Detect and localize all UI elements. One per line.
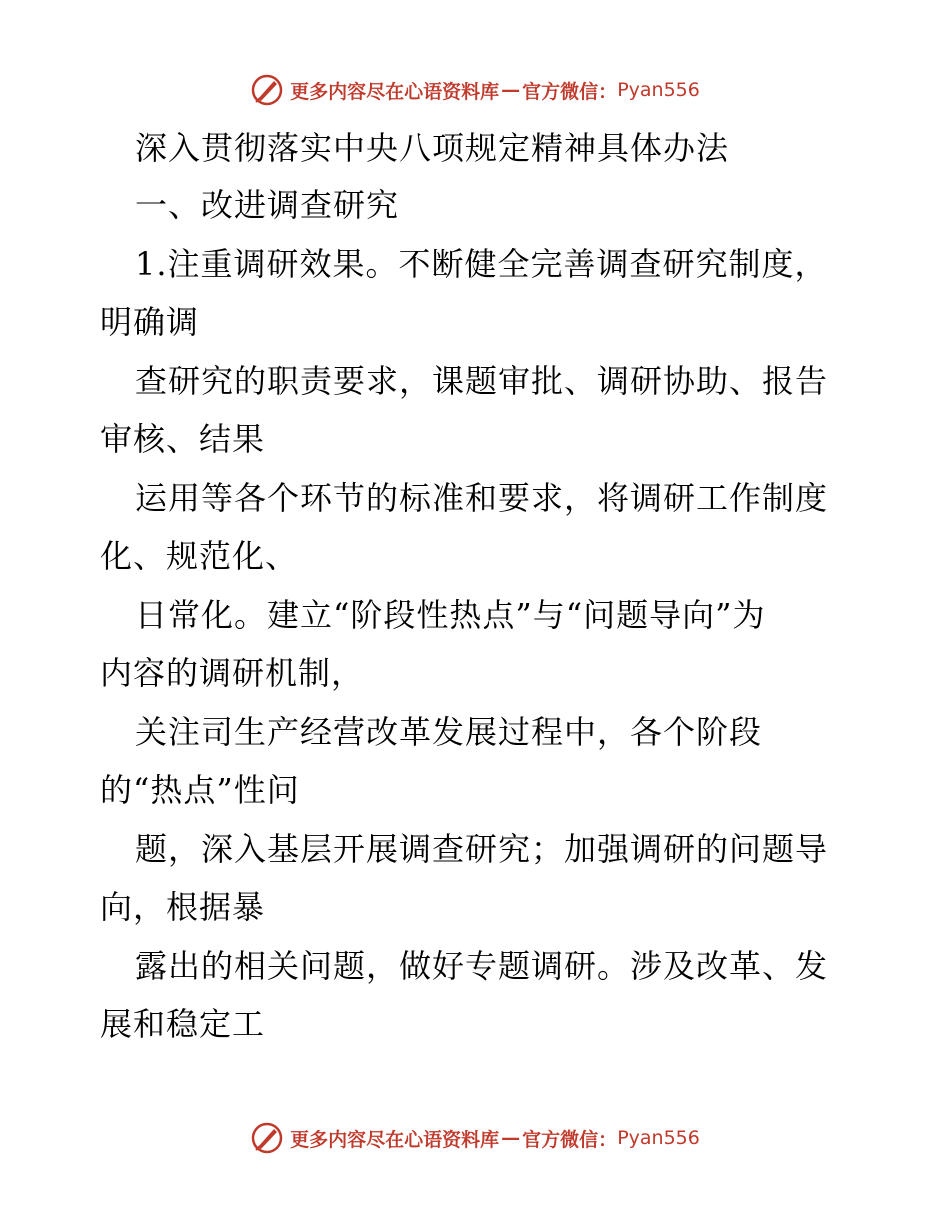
paragraph-line: 关注司生产经营改革发展过程中，各个阶段 bbox=[135, 713, 763, 751]
banner-official-label: 官方微信： bbox=[522, 80, 618, 103]
paragraph-line: 化、规范化、 bbox=[100, 537, 299, 575]
banner-brand-text: 更多内容尽在心语资料库 bbox=[290, 80, 500, 103]
paragraph-line: 查研究的职责要求，课题审批、调研协助、报告 bbox=[135, 362, 829, 400]
paragraph-line: 审核、结果 bbox=[100, 420, 266, 458]
paragraph-line: 明确调 bbox=[100, 303, 200, 341]
quill-logo-icon bbox=[250, 73, 284, 107]
paragraph-line: 的“热点”性问 bbox=[100, 771, 300, 809]
banner-brand-text: 更多内容尽在心语资料库 bbox=[290, 1128, 500, 1151]
header-watermark-banner bbox=[0, 70, 950, 110]
paragraph-line: 题，深入基层开展调查研究；加强调研的问题导 bbox=[135, 830, 829, 868]
footer-watermark-banner bbox=[0, 1118, 950, 1158]
paragraph-line: 露出的相关问题，做好专题调研。涉及改革、发 bbox=[135, 947, 829, 985]
banner-dash: — bbox=[501, 79, 521, 101]
banner-wechat-id: Pyan556 bbox=[617, 79, 700, 101]
banner-official-label: 官方微信： bbox=[522, 1128, 618, 1151]
document-title: 深入贯彻落实中央八项规定精神具体办法 bbox=[135, 129, 730, 167]
paragraph-line: 内容的调研机制， bbox=[100, 654, 365, 692]
paragraph-line: 运用等各个环节的标准和要求，将调研工作制度 bbox=[135, 479, 829, 517]
paragraph-line: 向，根据暴 bbox=[100, 888, 266, 926]
banner-wechat-id: Pyan556 bbox=[617, 1127, 700, 1149]
section-heading: 一、改进调查研究 bbox=[135, 186, 400, 224]
banner-dash: — bbox=[501, 1127, 521, 1149]
paragraph-line: 展和稳定工 bbox=[100, 1005, 266, 1043]
paragraph-line: 日常化。建立“阶段性热点”与“问题导向”为 bbox=[135, 596, 766, 634]
quill-logo-icon bbox=[250, 1121, 284, 1155]
paragraph-line: 1.注重调研效果。不断健全完善调查研究制度， bbox=[135, 245, 828, 283]
